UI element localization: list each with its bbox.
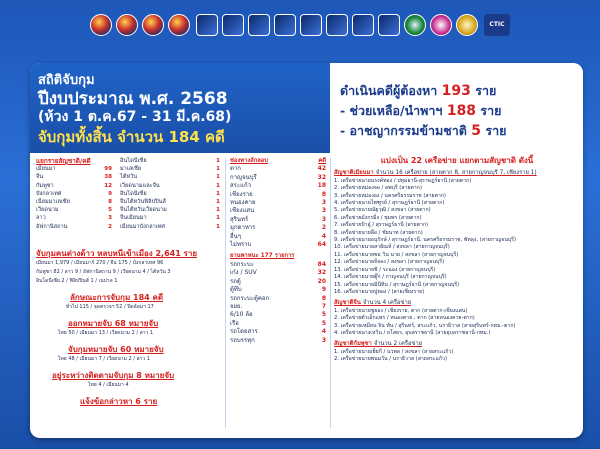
vehicle-row-value: 9 xyxy=(321,286,326,294)
foreign-line-2: กัมพูชา 82 / ลาว 9 / อัฟกานิสถาน 9 / เวียดนาม 4 / ไต้หวัน 3 xyxy=(36,269,171,275)
nationality-row xyxy=(120,182,220,190)
network-item: 3. เครือข่ายเหมียน จิน ทัน / สุรินทร์, สระแก้ว, นราธิวาส (สายสุรินทร์-กทม.-ตาก) xyxy=(334,322,516,329)
agency-logo-5 xyxy=(196,14,218,36)
nationality-row-label: อินโดนีเซีย xyxy=(120,158,147,164)
channel-row-label: ไม่ทราบ xyxy=(230,241,252,249)
vehicle-row-label: รถกระบะ xyxy=(230,260,254,268)
nationality-row-value: 1 xyxy=(216,207,220,214)
pending-title: อยู่ระหว่างติดตามจับกุม 8 หมายจับ xyxy=(52,371,175,380)
channel-row xyxy=(230,224,326,232)
channel-row-label: สุรินทร์ xyxy=(230,215,249,223)
channel-row xyxy=(230,216,326,224)
channel-row-label: เชียงแสน xyxy=(230,207,255,215)
nationality-row-label: บังกลาเทศ xyxy=(36,190,62,197)
nationality-row xyxy=(120,206,220,214)
nationality-row-value: 1 xyxy=(216,190,220,197)
divider xyxy=(330,158,331,428)
nationality-row-value: 1 xyxy=(216,199,220,206)
nationality-row xyxy=(120,223,220,231)
pending-detail: ไทย 4 / เมียนมา 4 xyxy=(88,382,129,388)
agency-logo-6 xyxy=(222,14,244,36)
nationality-row-value: 8 xyxy=(108,199,112,206)
channel-row-value: 8 xyxy=(321,190,326,198)
warrant-issued-detail: ไทย 50 / เมียนมา 13 / เวียดนาม 2 / ลาว 1 xyxy=(58,330,154,336)
nationality-row-label: เมียนมา xyxy=(36,166,56,173)
foreign-title: จับกุมคนต่างด้าว หลบหนีเข้าเมือง 2,641 ราย xyxy=(36,249,198,258)
nationality-row-label: ไต้หวัน xyxy=(120,174,138,181)
nationality-row-label: จีนเมียนมา xyxy=(120,215,147,222)
network-item: 13. เครือข่ายนายชิ / ระนอง (สายกาญจนบุรี) xyxy=(334,266,436,273)
nationality-title: แยกรายสัญชาติ/คดี xyxy=(36,157,91,165)
nationality-row-label: เมียนมาบังกลาเทศ xyxy=(120,223,165,230)
vehicle-row-value: 5 xyxy=(321,311,326,319)
china-heading: สัญชาติจีน จำนวน 4 เครือข่าย xyxy=(334,300,412,307)
channel-row-value: 18 xyxy=(317,182,326,190)
agency-logo-4 xyxy=(168,14,190,36)
stats-card xyxy=(30,63,583,438)
vehicle-row-value: 7 xyxy=(321,302,326,310)
network-item: 10. เครือข่ายนายสายัณห์ / สงขลา (สายกาญจนบุรี) xyxy=(334,244,450,251)
network-item: 3. เครือข่ายหม่ององ / นครศรีธรรมราช (สายตาก) xyxy=(334,192,446,199)
channel-row-value: 64 xyxy=(317,241,326,249)
header-line-3: (ห้วง 1 ต.ค.67 - 31 มี.ค.68) xyxy=(38,109,232,125)
agency-logo-13 xyxy=(404,14,426,36)
network-item: 1. เครือข่ายนายเฮ็ยกี / นวพล / สงขลา (สายสระแก้ว) xyxy=(334,348,454,355)
agency-logo-1 xyxy=(90,14,112,36)
vehicle-row-label: จยย. xyxy=(230,302,243,310)
channel-col: คดี xyxy=(318,158,326,164)
notice-title: แจ้งข้อกล่าวหา 6 ราย xyxy=(80,397,158,406)
header-total: จับกุมทั้งสิ้น จำนวน 184 คดี xyxy=(38,128,225,146)
nationality-row xyxy=(120,157,220,165)
nationality-row-value: 1 xyxy=(216,223,220,230)
network-item: 5. เครือข่ายนายณัฐวุฒิ / สงขลา (สายตาก) xyxy=(334,207,431,214)
vehicle-row xyxy=(230,269,326,277)
nationality-row xyxy=(36,173,112,181)
nationality-row-label: อินโดนีเซีย xyxy=(120,190,147,197)
nationality-row-label: ลาว xyxy=(36,215,46,222)
nationality-row-label: เวียดนามและจีน xyxy=(120,182,160,189)
vehicle-row-label: รถตู้ xyxy=(230,277,241,285)
channel-row-value: 4 xyxy=(321,232,326,240)
nationality-row-label: จีนไต้หวันฟิลิปปินส์ xyxy=(120,199,166,206)
foreign-line-1: เมียนมา 1,979 / เมียนมาร์ 270 / จีน 175 / บังกลาเทศ 96 xyxy=(36,260,164,266)
agency-logo-9 xyxy=(300,14,322,36)
nationality-row-value: 12 xyxy=(104,182,112,189)
network-item: 1. เครือข่ายนายชูยอง / เชียงราย, ตาก (สายตาก-เชียงแสน) xyxy=(334,307,468,314)
vehicle-row xyxy=(230,337,326,345)
summary-row: ดำเนินคดีผู้ต้องหา 193 ราย xyxy=(340,83,497,99)
agency-logo-11 xyxy=(352,14,374,36)
nationality-row-label: กัมพูชา xyxy=(36,182,54,189)
network-title: แบ่งเป็น 22 เครือข่าย แยกตามสัญชาติ ดังนี้ xyxy=(380,156,534,165)
vehicle-row-label: 6/10 ล้อ xyxy=(230,311,253,319)
nationality-row-label: อัฟกานิสถาน xyxy=(36,223,68,230)
cambodia-heading: สัญชาติกัมพูชา จำนวน 2 เครือข่าย xyxy=(334,341,423,348)
vehicle-row-value: 4 xyxy=(321,328,326,336)
pattern-detail: ทั่วไป 115 / จุดตรวจฯ 52 / ปิดล้อมฯ 17 xyxy=(66,304,154,310)
agency-logo-7 xyxy=(248,14,270,36)
pattern-title: ลักษณะการจับกุม 184 คดี xyxy=(70,293,164,302)
vehicle-row xyxy=(230,286,326,294)
channel-row-value: 3 xyxy=(321,207,326,215)
vehicle-row-value: 5 xyxy=(321,319,326,327)
nationality-row xyxy=(120,165,220,173)
agency-logo-14 xyxy=(430,14,452,36)
nationality-row-value: 9 xyxy=(108,190,112,197)
header-line-2: ปีงบประมาณ พ.ศ. 2568 xyxy=(38,89,228,109)
network-item: 4. เครือข่ายนางเหวิน / ยโสธร, อุบลราชธานี (สายอุบลราชธานี-กทม.) xyxy=(334,329,491,336)
vehicle-row xyxy=(230,328,326,336)
network-item: 2. เครือข่ายหม่องจอ / ลพบุรี (สายตาก) xyxy=(334,185,422,192)
agency-logo-10 xyxy=(326,14,348,36)
network-item: 6. เครือข่ายมังกรมิ่ง / ชุมพร (สายตาก) xyxy=(334,214,422,221)
vehicle-row-label: ตู้ทึบ xyxy=(230,286,242,294)
vehicle-row-label: รถโดยสาร xyxy=(230,328,258,336)
network-item: 8. เครือข่ายนายลือ / ชัยนาท (สายตาก) xyxy=(334,229,423,236)
network-item: 9. เครือข่ายนายอนุรักษ์ / สุราษฎร์ธานี, นครศรีธรรมราช, พัทลุง, (สายกาญจนบุรี) xyxy=(334,237,516,244)
network-item: 14. เครือข่ายนายตู๊ก / กาญจนบุรี (สายกาญจนบุรี) xyxy=(334,274,447,281)
nationality-row xyxy=(120,198,220,206)
nationality-row-value: 3 xyxy=(108,215,112,222)
nationality-row-label: จีน xyxy=(36,174,44,181)
nationality-left xyxy=(36,157,112,231)
warrant-issued-title: ออกหมายจับ 68 หมายจับ xyxy=(68,319,159,328)
logo-bar xyxy=(0,0,600,60)
vehicle-title: ยานพาหนะ 177 รายการ xyxy=(230,253,295,260)
nationality-row xyxy=(120,214,220,222)
channel-row-label: มุกดาหาร xyxy=(230,224,256,232)
channel-row-label: เชียงราย xyxy=(230,190,253,198)
channel-row-value: 3 xyxy=(321,199,326,207)
nationality-row-value: 1 xyxy=(216,182,220,189)
vehicle-row xyxy=(230,311,326,319)
channel-row-value: 3 xyxy=(321,215,326,223)
vehicle-row-value: 84 xyxy=(317,260,326,268)
vehicle-row-value: 20 xyxy=(317,277,326,285)
channel-row xyxy=(230,233,326,241)
foreign-line-3: อินโดนีเซีย 2 / ฟิลิปปินส์ 1 / เนปาล 1 xyxy=(36,278,118,284)
network-item: 12. เครือข่ายนายจีจอง / สงขลา (สายกาญจนบุรี) xyxy=(334,259,445,266)
agency-logo-8 xyxy=(274,14,296,36)
nationality-row xyxy=(36,198,112,206)
nationality-right xyxy=(120,157,220,231)
nationality-row-value: 1 xyxy=(216,158,220,164)
nationality-row xyxy=(36,190,112,198)
vehicle-row-value: 32 xyxy=(317,269,326,277)
summary-panel xyxy=(330,63,583,153)
nationality-row-label: เวียดนาม xyxy=(36,207,59,214)
vehicle-row-value: 3 xyxy=(321,336,326,344)
nationality-row xyxy=(120,190,220,198)
vehicle-row-label: รถกระบะตู้คอก xyxy=(230,294,270,302)
network-item: 4. เครือข่ายนายไพฑูรย์ / สุราษฎร์ธานี (สายตาก) xyxy=(334,200,445,207)
channel-row xyxy=(230,165,326,173)
network-panel xyxy=(334,157,580,364)
vehicle-row-value: 8 xyxy=(321,294,326,302)
network-item: 16. เครือข่ายนายปูทอง / (สายเชียงราย) xyxy=(334,288,425,295)
channel-row-label: ตาก xyxy=(230,165,241,173)
channel-row-label: สระแก้ว xyxy=(230,182,251,190)
channel-row xyxy=(230,174,326,182)
channel-row xyxy=(230,191,326,199)
myanmar-heading: สัญชาติเมียนมา จำนวน 16 เครือข่าย (สายตาก 8, สายกาญจนบุรี 7, เชียงราย 1) xyxy=(334,170,537,177)
nationality-row-value: 1 xyxy=(216,215,220,222)
nationality-row-label: จีนไต้หวันเวียดนาม xyxy=(120,207,167,214)
channel-row xyxy=(230,207,326,215)
nationality-row-value: 2 xyxy=(108,223,112,230)
channel-row-label: อื่นๆ xyxy=(230,232,241,240)
vehicle-row xyxy=(230,295,326,303)
channel-row-value: 42 xyxy=(317,165,326,173)
vehicle-row xyxy=(230,278,326,286)
nationality-row xyxy=(120,173,220,181)
nationality-row-value: 99 xyxy=(104,166,112,173)
channel-row-label: หนองคาย xyxy=(230,199,256,207)
nationality-row xyxy=(36,165,112,173)
channel-table xyxy=(230,157,326,345)
agency-logo-3 xyxy=(142,14,164,36)
vehicle-row-label: เก๋ง / SUV xyxy=(230,269,257,277)
vehicle-row xyxy=(230,261,326,269)
divider xyxy=(225,158,226,428)
network-item: 2. เครือข่ายนายพนมวัน / นราธิวาส (สายสระแก้ว) xyxy=(334,356,447,363)
channel-title: ช่องทางลักลอบ xyxy=(230,158,268,164)
nationality-row-value: 5 xyxy=(108,207,112,214)
network-item: 11. เครือข่ายนายซอ วิน นาย / สงขลา (สายกาญจนบุรี) xyxy=(334,251,459,258)
agency-logo-12 xyxy=(378,14,400,36)
network-item: 7. เครือข่ายป้าอู๋ / สุราษฎร์ธานี (สายตาก) xyxy=(334,222,429,229)
channel-row-label: กาญจนบุรี xyxy=(230,173,257,181)
agency-logo-15 xyxy=(456,14,478,36)
network-item: 15. เครือข่ายนายมินีทิน / สุราษฎร์ธานี (สายกาญจนบุรี) xyxy=(334,281,460,288)
summary-row: - ช่วยเหลือ/นำพาฯ 188 ราย xyxy=(340,103,502,119)
nationality-row-label: มาเลเซีย xyxy=(120,166,142,173)
channel-row-value: 2 xyxy=(321,224,326,232)
nationality-row xyxy=(36,214,112,222)
channel-row xyxy=(230,241,326,249)
agency-logo-2 xyxy=(116,14,138,36)
network-item: 2. เครือข่ายตัวเล็กแพร / หนองคาย , ตาก (สายหนองคาย-ตาก) xyxy=(334,315,475,322)
nationality-row-value: 38 xyxy=(104,174,112,181)
network-item: 1. เครือข่ายนายนรงค์ทอง / ปทุมธานี-สุราษฎร์ธานี (สายตาก) xyxy=(334,177,472,184)
nationality-row xyxy=(36,206,112,214)
channel-row xyxy=(230,182,326,190)
ctic-logo: CTIC xyxy=(484,14,510,36)
vehicle-row xyxy=(230,320,326,328)
nationality-row xyxy=(36,182,112,190)
warrant-arrest-detail: ไทย 48 / เมียนมา 7 / เวียดนาม 2 / ลาว 1 xyxy=(58,356,150,362)
warrant-arrest-title: จับกุมหมายจับ 60 หมายจับ xyxy=(68,345,164,354)
nationality-row-value: 1 xyxy=(216,174,220,181)
vehicle-row xyxy=(230,303,326,311)
nationality-row-label: เนียมมาเลเซีย xyxy=(36,199,70,206)
nationality-row-value: 1 xyxy=(216,166,220,173)
channel-row-value: 32 xyxy=(317,173,326,181)
header-panel xyxy=(30,63,330,153)
vehicle-row-label: รถบรรทุก xyxy=(230,336,255,344)
summary-row: - อาชญากรรมข้ามชาติ 5 ราย xyxy=(340,123,507,139)
header-line-1: สถิติจับกุม xyxy=(38,73,95,88)
nationality-row xyxy=(36,223,112,231)
vehicle-row-label: เรือ xyxy=(230,319,239,327)
